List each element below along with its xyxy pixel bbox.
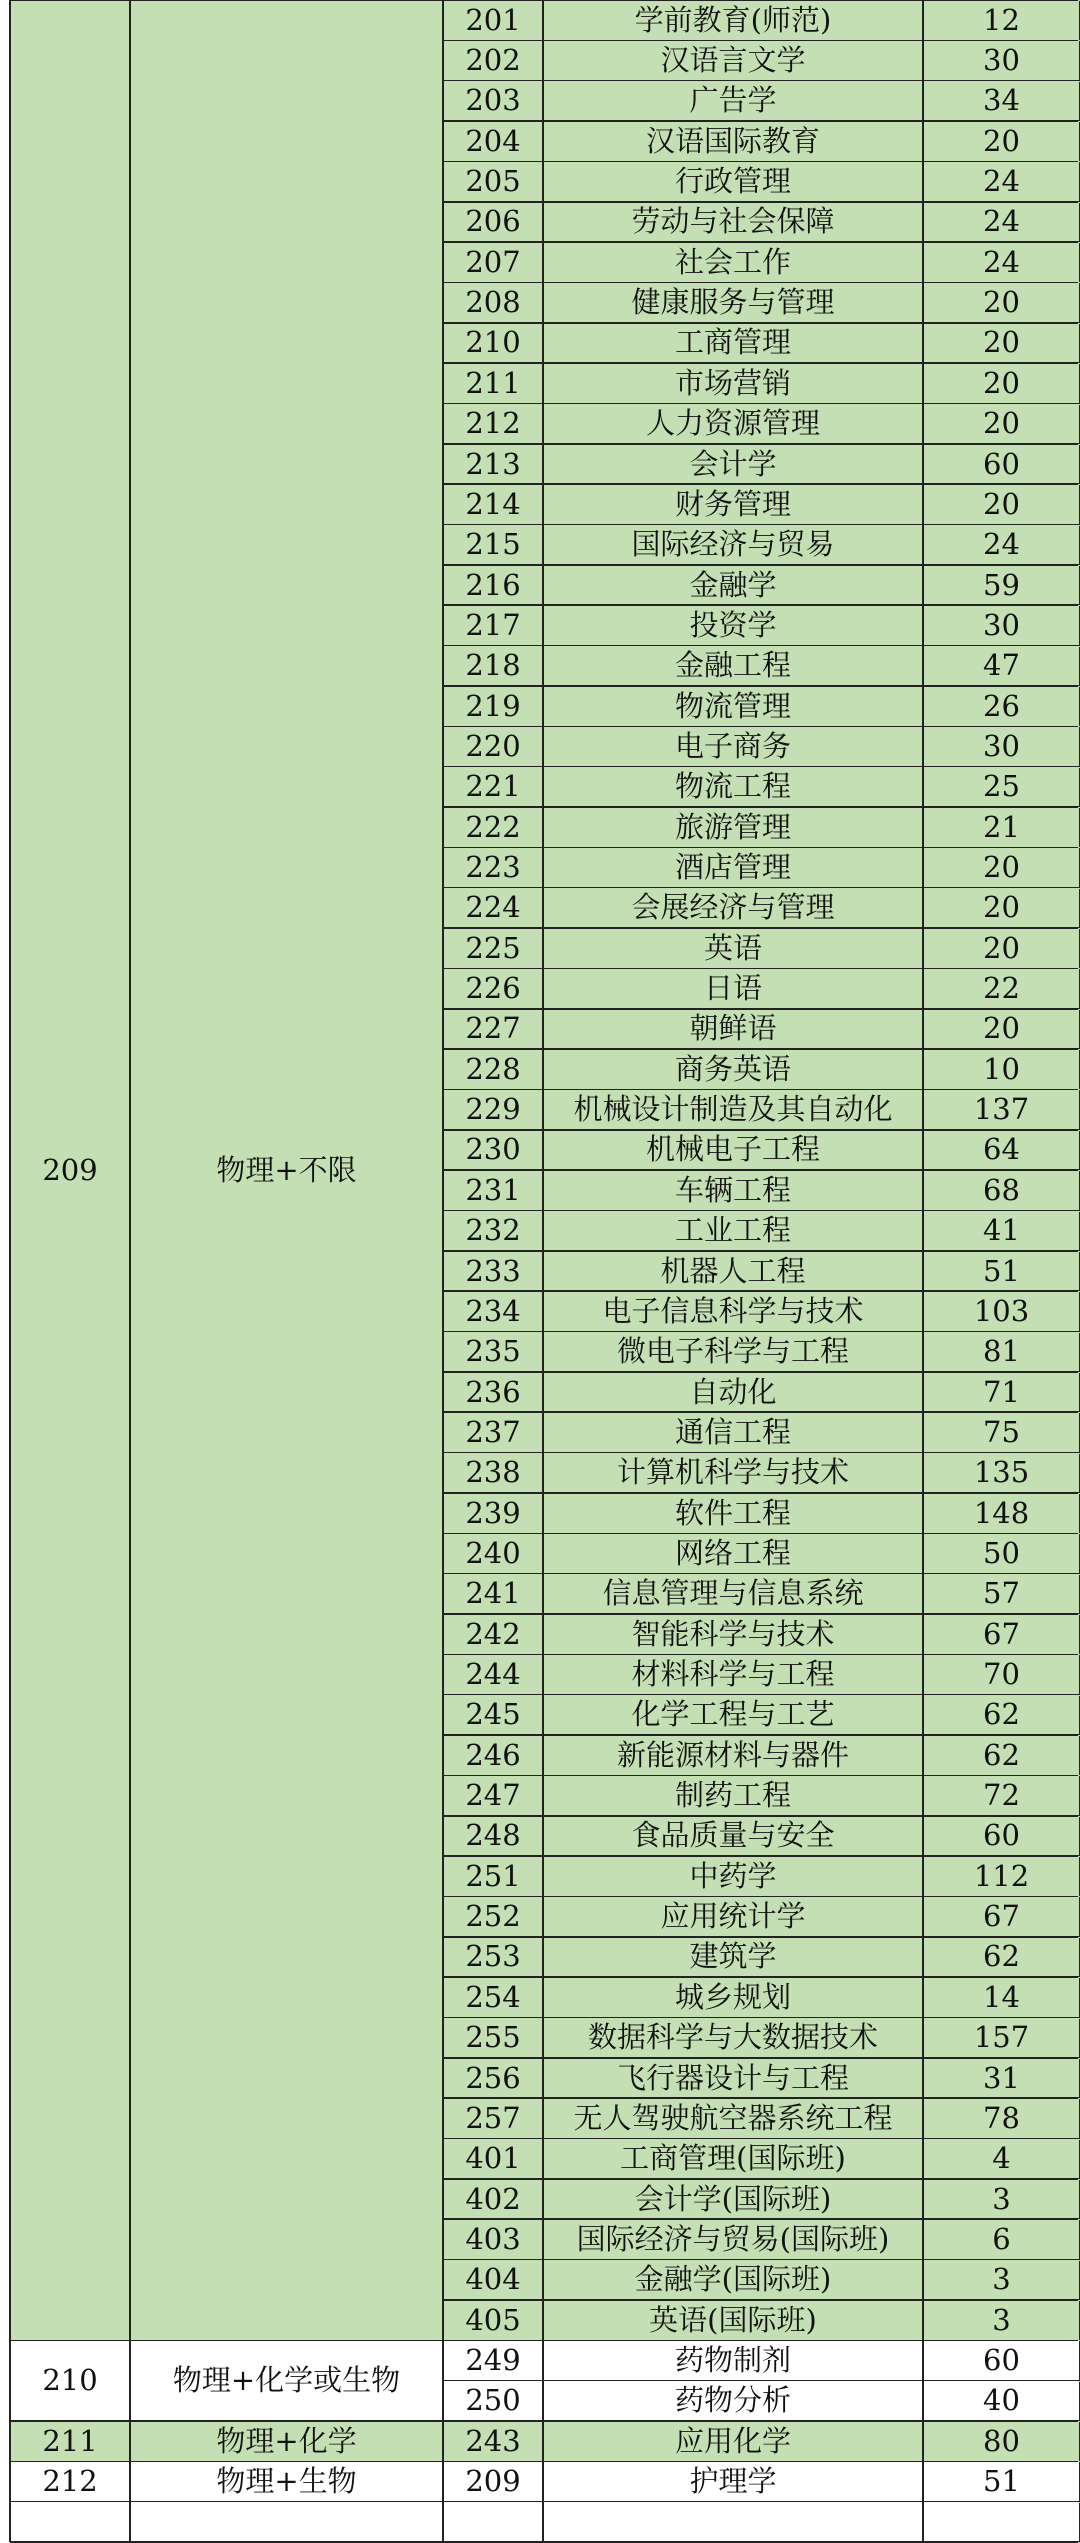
plan-count-cell: 22 — [983, 971, 1020, 1006]
major-code-cell: 217 — [465, 607, 521, 642]
major-name-cell: 市场营销 — [674, 365, 791, 400]
row-divider — [443, 2178, 1080, 2180]
plan-count-cell: 72 — [983, 1778, 1020, 1813]
plan-count-cell: 60 — [983, 2342, 1020, 2377]
major-code-cell: 203 — [465, 83, 521, 118]
major-code-cell: 223 — [465, 850, 521, 885]
plan-count-cell: 71 — [983, 1374, 1020, 1409]
major-code-cell: 225 — [465, 930, 521, 965]
major-code-cell: 246 — [465, 1737, 521, 1772]
major-name-cell: 城乡规划 — [674, 1979, 791, 2014]
major-name-cell: 机械设计制造及其自动化 — [573, 1092, 893, 1127]
plan-count-cell: 20 — [983, 1011, 1020, 1046]
group-number-cell: 212 — [42, 2464, 98, 2499]
plan-count-cell: 34 — [983, 83, 1020, 118]
plan-count-cell: 20 — [983, 850, 1020, 885]
plan-count-cell: 24 — [983, 244, 1020, 279]
plan-count-cell: 26 — [983, 688, 1020, 723]
row-divider — [443, 1815, 1080, 1817]
column-divider — [129, 0, 131, 2542]
plan-count-cell: 14 — [983, 1979, 1020, 2014]
major-code-cell: 215 — [465, 527, 521, 562]
row-divider — [443, 1694, 1080, 1696]
major-name-cell: 机器人工程 — [660, 1253, 806, 1288]
major-code-cell: 221 — [465, 769, 521, 804]
group-divider — [10, 2501, 1080, 2503]
row-divider — [443, 1048, 1080, 1050]
group-divider — [10, 0, 1080, 1]
major-name-cell: 英语 — [703, 930, 762, 965]
row-divider — [443, 604, 1080, 606]
plan-count-cell: 20 — [983, 325, 1020, 360]
major-code-cell: 219 — [465, 688, 521, 723]
major-name-cell: 食品质量与安全 — [631, 1818, 835, 1853]
major-code-cell: 235 — [465, 1334, 521, 1369]
major-code-cell: 201 — [465, 2, 521, 37]
major-name-cell: 汉语国际教育 — [645, 123, 820, 158]
plan-count-cell: 112 — [973, 1858, 1030, 1893]
major-code-cell: 231 — [465, 1172, 521, 1207]
major-name-cell: 国际经济与贸易 — [631, 527, 835, 562]
major-name-cell: 学前教育(师范) — [634, 2, 832, 37]
major-name-cell: 国际经济与贸易(国际班) — [576, 2221, 890, 2256]
major-code-cell: 250 — [465, 2383, 521, 2418]
plan-count-cell: 70 — [983, 1657, 1020, 1692]
major-code-cell: 205 — [465, 164, 521, 199]
plan-count-cell: 57 — [983, 1576, 1020, 1611]
row-divider — [443, 403, 1080, 405]
major-name-cell: 财务管理 — [674, 486, 791, 521]
plan-count-cell: 6 — [992, 2221, 1011, 2256]
major-name-cell: 健康服务与管理 — [631, 285, 835, 320]
major-code-cell: 243 — [465, 2423, 521, 2458]
subject-requirement-cell: 物理+不限 — [216, 1152, 357, 1187]
row-divider — [443, 2380, 1080, 2382]
major-name-cell: 应用化学 — [674, 2423, 791, 2458]
major-name-cell: 无人驾驶航空器系统工程 — [573, 2100, 893, 2135]
row-divider — [443, 564, 1080, 566]
row-divider — [443, 241, 1080, 243]
row-divider — [443, 1250, 1080, 1252]
group-number-cell: 209 — [42, 1152, 98, 1187]
major-name-cell: 自动化 — [689, 1374, 777, 1409]
row-divider — [443, 2017, 1080, 2019]
plan-count-cell: 40 — [983, 2383, 1020, 2418]
plan-count-cell: 67 — [983, 1899, 1020, 1934]
major-name-cell: 车辆工程 — [674, 1172, 791, 1207]
row-divider — [443, 161, 1080, 163]
major-code-cell: 212 — [465, 406, 521, 441]
row-divider — [443, 1896, 1080, 1898]
group-divider — [10, 2420, 1080, 2422]
plan-count-cell: 51 — [983, 1253, 1020, 1288]
major-name-cell: 应用统计学 — [660, 1899, 806, 1934]
group-number-cell: 210 — [42, 2363, 98, 2398]
major-code-cell: 234 — [465, 1293, 521, 1328]
plan-count-cell: 20 — [983, 365, 1020, 400]
row-divider — [443, 322, 1080, 324]
row-divider — [443, 1169, 1080, 1171]
major-code-cell: 232 — [465, 1213, 521, 1248]
row-divider — [443, 524, 1080, 526]
column-divider — [9, 0, 11, 2542]
subject-requirement-cell: 物理+化学或生物 — [172, 2363, 401, 2398]
major-code-cell: 242 — [465, 1616, 521, 1651]
major-code-cell: 237 — [465, 1414, 521, 1449]
row-divider — [443, 40, 1080, 42]
plan-count-cell: 148 — [973, 1495, 1030, 1530]
group-number-cell: 211 — [42, 2423, 98, 2458]
major-name-cell: 建筑学 — [689, 1939, 777, 1974]
plan-count-cell: 25 — [983, 769, 1020, 804]
row-divider — [443, 282, 1080, 284]
major-name-cell: 网络工程 — [674, 1535, 791, 1570]
row-divider — [443, 2259, 1080, 2261]
row-divider — [443, 1654, 1080, 1656]
major-name-cell: 化学工程与工艺 — [631, 1697, 835, 1732]
major-code-cell: 207 — [465, 244, 521, 279]
row-divider — [443, 1210, 1080, 1212]
major-name-cell: 微电子科学与工程 — [616, 1334, 849, 1369]
major-code-cell: 220 — [465, 728, 521, 763]
major-code-cell: 251 — [465, 1858, 521, 1893]
row-divider — [443, 2097, 1080, 2099]
major-code-cell: 218 — [465, 648, 521, 683]
plan-count-cell: 20 — [983, 930, 1020, 965]
major-name-cell: 材料科学与工程 — [631, 1657, 835, 1692]
major-name-cell: 制药工程 — [674, 1778, 791, 1813]
row-divider — [443, 1976, 1080, 1978]
major-name-cell: 药物分析 — [674, 2383, 791, 2418]
plan-count-cell: 12 — [983, 2, 1020, 37]
plan-count-cell: 64 — [983, 1132, 1020, 1167]
plan-count-cell: 137 — [973, 1092, 1030, 1127]
major-code-cell: 254 — [465, 1979, 521, 2014]
row-divider — [443, 685, 1080, 687]
plan-count-cell: 24 — [983, 164, 1020, 199]
major-name-cell: 会计学(国际班) — [634, 2181, 832, 2216]
row-divider — [443, 1089, 1080, 1091]
row-divider — [443, 645, 1080, 647]
row-divider — [443, 1129, 1080, 1131]
plan-count-cell: 30 — [983, 607, 1020, 642]
major-name-cell: 工商管理 — [674, 325, 791, 360]
row-divider — [443, 766, 1080, 768]
row-divider — [443, 806, 1080, 808]
major-name-cell: 新能源材料与器件 — [616, 1737, 849, 1772]
major-name-cell: 行政管理 — [674, 164, 791, 199]
row-divider — [443, 1855, 1080, 1857]
major-name-cell: 金融学 — [689, 567, 777, 602]
major-code-cell: 241 — [465, 1576, 521, 1611]
major-code-cell: 230 — [465, 1132, 521, 1167]
major-name-cell: 电子信息科学与技术 — [602, 1293, 864, 1328]
major-name-cell: 软件工程 — [674, 1495, 791, 1530]
major-name-cell: 广告学 — [689, 83, 777, 118]
row-divider — [443, 1492, 1080, 1494]
plan-count-cell: 20 — [983, 123, 1020, 158]
plan-count-cell: 31 — [983, 2060, 1020, 2095]
major-name-cell: 电子商务 — [674, 728, 791, 763]
major-name-cell: 机械电子工程 — [645, 1132, 820, 1167]
major-code-cell: 403 — [465, 2221, 521, 2256]
major-code-cell: 255 — [465, 2020, 521, 2055]
major-name-cell: 商务英语 — [674, 1051, 791, 1086]
major-code-cell: 214 — [465, 486, 521, 521]
row-divider — [443, 887, 1080, 889]
major-name-cell: 人力资源管理 — [645, 406, 820, 441]
major-code-cell: 405 — [465, 2302, 521, 2337]
plan-count-cell: 10 — [983, 1051, 1020, 1086]
major-name-cell: 护理学 — [689, 2464, 777, 2499]
plan-count-cell: 81 — [983, 1334, 1020, 1369]
major-code-cell: 253 — [465, 1939, 521, 1974]
major-code-cell: 236 — [465, 1374, 521, 1409]
major-name-cell: 金融学(国际班) — [634, 2262, 832, 2297]
plan-count-cell: 80 — [983, 2423, 1020, 2458]
plan-count-cell: 67 — [983, 1616, 1020, 1651]
major-code-cell: 224 — [465, 890, 521, 925]
major-code-cell: 229 — [465, 1092, 521, 1127]
major-name-cell: 旅游管理 — [674, 809, 791, 844]
column-divider — [922, 0, 924, 2542]
plan-count-cell: 62 — [983, 1939, 1020, 1974]
major-code-cell: 209 — [465, 2464, 521, 2499]
plan-count-cell: 78 — [983, 2100, 1020, 2135]
major-code-cell: 206 — [465, 204, 521, 239]
row-divider — [443, 1734, 1080, 1736]
major-code-cell: 240 — [465, 1535, 521, 1570]
column-divider — [542, 0, 544, 2542]
major-name-cell: 会计学 — [689, 446, 777, 481]
major-code-cell: 204 — [465, 123, 521, 158]
subject-requirement-cell: 物理+生物 — [216, 2464, 357, 2499]
major-code-cell: 213 — [465, 446, 521, 481]
row-divider — [443, 927, 1080, 929]
plan-count-cell: 59 — [983, 567, 1020, 602]
row-divider — [443, 968, 1080, 970]
row-divider — [443, 1452, 1080, 1454]
major-name-cell: 飞行器设计与工程 — [616, 2060, 849, 2095]
row-divider — [443, 847, 1080, 849]
major-name-cell: 朝鲜语 — [689, 1011, 777, 1046]
major-name-cell: 金融工程 — [674, 648, 791, 683]
plan-count-cell: 20 — [983, 486, 1020, 521]
plan-count-cell: 24 — [983, 527, 1020, 562]
major-code-cell: 401 — [465, 2141, 521, 2176]
row-divider — [443, 1573, 1080, 1575]
major-code-cell: 245 — [465, 1697, 521, 1732]
plan-count-cell: 51 — [983, 2464, 1020, 2499]
plan-count-cell: 50 — [983, 1535, 1020, 1570]
major-code-cell: 252 — [465, 1899, 521, 1934]
row-divider — [443, 201, 1080, 203]
major-name-cell: 数据科学与大数据技术 — [587, 2020, 878, 2055]
row-divider — [443, 362, 1080, 364]
plan-count-cell: 157 — [973, 2020, 1030, 2055]
plan-count-cell: 60 — [983, 1818, 1020, 1853]
major-name-cell: 日语 — [703, 971, 762, 1006]
admission-plan-table — [10, 0, 1080, 2525]
plan-count-cell: 20 — [983, 406, 1020, 441]
row-divider — [443, 1371, 1080, 1373]
major-name-cell: 通信工程 — [674, 1414, 791, 1449]
plan-count-cell: 75 — [983, 1414, 1020, 1449]
major-name-cell: 信息管理与信息系统 — [602, 1576, 864, 1611]
major-code-cell: 248 — [465, 1818, 521, 1853]
major-code-cell: 233 — [465, 1253, 521, 1288]
major-name-cell: 智能科学与技术 — [631, 1616, 835, 1651]
major-code-cell: 228 — [465, 1051, 521, 1086]
major-code-cell: 227 — [465, 1011, 521, 1046]
row-divider — [443, 2299, 1080, 2301]
major-code-cell: 257 — [465, 2100, 521, 2135]
row-divider — [443, 1613, 1080, 1615]
plan-count-cell: 103 — [973, 1293, 1030, 1328]
major-code-cell: 202 — [465, 43, 521, 78]
major-name-cell: 汉语言文学 — [660, 43, 806, 78]
major-name-cell: 社会工作 — [674, 244, 791, 279]
major-code-cell: 256 — [465, 2060, 521, 2095]
row-divider — [443, 2057, 1080, 2059]
major-code-cell: 226 — [465, 971, 521, 1006]
major-code-cell: 211 — [465, 365, 521, 400]
plan-count-cell: 135 — [973, 1455, 1030, 1490]
major-name-cell: 工商管理(国际班) — [620, 2141, 846, 2176]
plan-count-cell: 21 — [983, 809, 1020, 844]
plan-count-cell: 3 — [992, 2302, 1011, 2337]
row-divider — [443, 2138, 1080, 2140]
major-code-cell: 247 — [465, 1778, 521, 1813]
group-divider — [10, 2461, 1080, 2463]
subject-requirement-cell: 物理+化学 — [216, 2423, 357, 2458]
major-code-cell: 238 — [465, 1455, 521, 1490]
column-divider — [442, 0, 444, 2542]
major-code-cell: 249 — [465, 2342, 521, 2377]
row-divider — [443, 1936, 1080, 1938]
major-name-cell: 计算机科学与技术 — [616, 1455, 849, 1490]
plan-count-cell: 20 — [983, 890, 1020, 925]
major-name-cell: 劳动与社会保障 — [631, 204, 835, 239]
plan-count-cell: 41 — [983, 1213, 1020, 1248]
plan-count-cell: 30 — [983, 43, 1020, 78]
plan-count-cell: 62 — [983, 1697, 1020, 1732]
plan-count-cell: 47 — [983, 648, 1020, 683]
major-code-cell: 208 — [465, 285, 521, 320]
major-name-cell: 物流管理 — [674, 688, 791, 723]
row-divider — [443, 1775, 1080, 1777]
plan-count-cell: 30 — [983, 728, 1020, 763]
group-divider — [10, 2340, 1080, 2342]
major-name-cell: 中药学 — [689, 1858, 777, 1893]
major-code-cell: 244 — [465, 1657, 521, 1692]
major-name-cell: 工业工程 — [674, 1213, 791, 1248]
row-divider — [443, 120, 1080, 122]
plan-count-cell: 24 — [983, 204, 1020, 239]
major-name-cell: 会展经济与管理 — [631, 890, 835, 925]
plan-count-cell: 3 — [992, 2181, 1011, 2216]
major-code-cell: 222 — [465, 809, 521, 844]
major-code-cell: 402 — [465, 2181, 521, 2216]
major-name-cell: 酒店管理 — [674, 850, 791, 885]
row-divider — [443, 1331, 1080, 1333]
major-code-cell: 239 — [465, 1495, 521, 1530]
plan-count-cell: 62 — [983, 1737, 1020, 1772]
row-divider — [443, 1533, 1080, 1535]
row-divider — [443, 443, 1080, 445]
major-code-cell: 210 — [465, 325, 521, 360]
major-name-cell: 物流工程 — [674, 769, 791, 804]
major-name-cell: 投资学 — [689, 607, 777, 642]
major-name-cell: 英语(国际班) — [649, 2302, 817, 2337]
plan-count-cell: 3 — [992, 2262, 1011, 2297]
row-divider — [443, 483, 1080, 485]
major-code-cell: 216 — [465, 567, 521, 602]
row-divider — [443, 2218, 1080, 2220]
major-name-cell: 药物制剂 — [674, 2342, 791, 2377]
row-divider — [443, 1008, 1080, 1010]
row-divider — [443, 1290, 1080, 1292]
plan-count-cell: 20 — [983, 285, 1020, 320]
plan-count-cell: 60 — [983, 446, 1020, 481]
major-code-cell: 404 — [465, 2262, 521, 2297]
plan-count-cell: 4 — [992, 2141, 1011, 2176]
row-divider — [443, 1411, 1080, 1413]
row-divider — [443, 80, 1080, 82]
row-divider — [443, 726, 1080, 728]
plan-count-cell: 68 — [983, 1172, 1020, 1207]
